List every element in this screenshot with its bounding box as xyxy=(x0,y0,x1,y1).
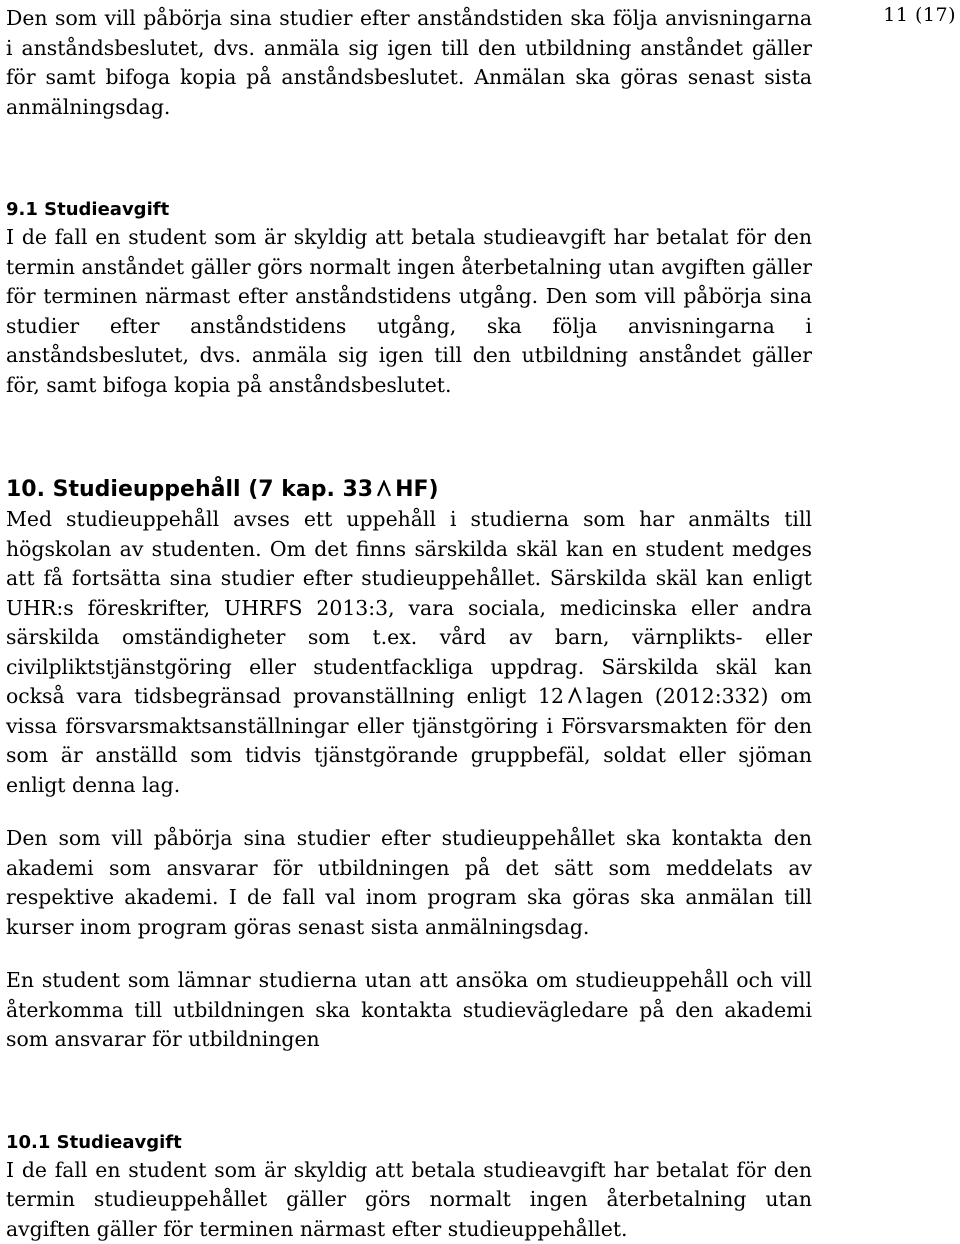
intro-paragraph: Den som vill påbörja sina studier efter anståndstiden ska följa anvisningarna i anståndsbeslutet, dvs. anmäla sig igen till den utbildning anståndet gäller för samt bifoga kopia på anståndsbeslutet. Anmälan ska göras senast sista anmälningsdag. xyxy=(6,4,812,122)
section-sign-icon xyxy=(377,480,391,498)
document-body xyxy=(6,4,812,1244)
section-sign-icon xyxy=(568,687,582,705)
section-9-1-heading: 9.1 Studieavgift xyxy=(6,197,812,223)
section-10-1-text: I de fall en student som är skyldig att betala studieavgift har betalat för den termin studieuppehållet gäller görs normalt ingen återbetalning utan avgiften gäller för terminen närmast efter studieuppehållet. xyxy=(6,1156,812,1244)
section-10-heading-suffix: HF) xyxy=(395,477,439,502)
section-10-1 xyxy=(6,1130,812,1244)
section-10-paragraph-1-a: Med studieuppehåll avses ett uppehåll i studierna som har anmälts till högskolan av studenten. Om det finns särskilda skäl kan en student medges att få fortsätta sina studier efter studieuppehållet. Särskilda skäl kan enligt UHR:s föreskrifter, UHRFS 2013:3, vara sociala, medicinska eller andra särskilda omständigheter som t.ex. vård av barn, värnplikts- eller civilpliktstjänstgöring eller studentfackliga uppdrag. Särskilda skäl kan också vara tidsbegränsad provanställning enligt 12 xyxy=(6,507,812,708)
section-10-heading-text: 10. Studieuppehåll (7 kap. 33 xyxy=(6,477,373,502)
page-number: 11 (17) xyxy=(883,4,956,26)
section-10-paragraph-2: Den som vill påbörja sina studier efter studieuppehållet ska kontakta den akademi som ansvarar för utbildningen på det sätt som meddelats av respektive akademi. I de fall val inom program ska göras ska anmälan till kurser inom program göras senast sista anmälningsdag. xyxy=(6,824,812,942)
section-10 xyxy=(6,475,812,1055)
section-10-paragraph-3: En student som lämnar studierna utan att ansöka om studieuppehåll och vill återkomma till utbildningen ska kontakta studievägledare på den akademi som ansvarar för utbildningen xyxy=(6,966,812,1055)
section-9-1-text: I de fall en student som är skyldig att betala studieavgift har betalat för den termin anståndet gäller görs normalt ingen återbetalning utan avgiften gäller för terminen närmast efter anståndstidens utgång. Den som vill påbörja sina studier efter anståndstidens utgång, ska följa anvisningarna i anståndsbeslutet, dvs. anmäla sig igen till den utbildning anståndet gäller för, samt bifoga kopia på anståndsbeslutet. xyxy=(6,223,812,400)
section-10-1-heading: 10.1 Studieavgift xyxy=(6,1130,812,1156)
section-9-1 xyxy=(6,197,812,400)
section-10-heading xyxy=(6,475,812,505)
section-10-paragraph-1 xyxy=(6,505,812,800)
section-10-paragraph-1-b: lagen (2012:332) om vissa försvarsmaktsanställningar eller tjänstgöring i Försvarsmakten för den som är anställd som tidvis tjänstgörande gruppbefäl, soldat eller sjöman enligt denna lag. xyxy=(6,684,812,797)
